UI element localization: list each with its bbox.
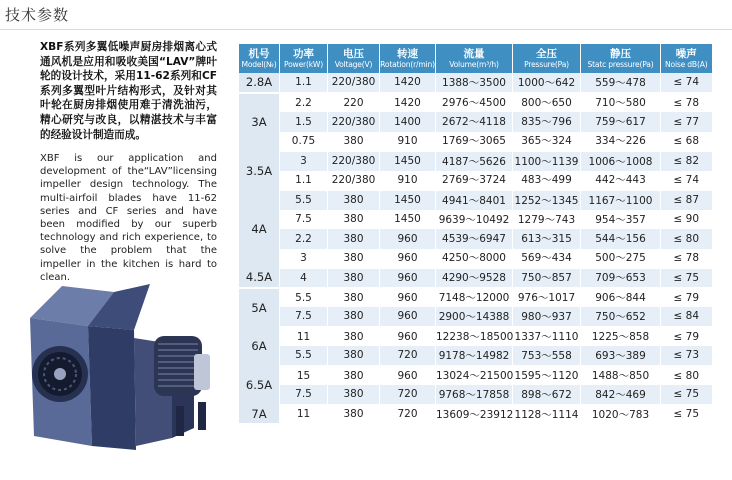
model-cell: 4A xyxy=(239,190,280,268)
power-cell: 2.2 xyxy=(280,93,328,113)
noise-cell: ≤ 78 xyxy=(661,249,712,269)
pressure-cell: 1279～743 xyxy=(513,210,581,230)
power-cell: 5.5 xyxy=(280,190,328,210)
voltage-cell: 380 xyxy=(328,405,380,425)
model-cell: 5A xyxy=(239,288,280,327)
pressure-cell: 365～324 xyxy=(513,132,581,152)
pressure-cell: 1337～1110 xyxy=(513,327,581,347)
rotation-cell: 1400 xyxy=(380,112,436,132)
rotation-cell: 960 xyxy=(380,288,436,308)
static-cell: 842～469 xyxy=(581,385,661,405)
power-cell: 4 xyxy=(280,268,328,288)
power-cell: 3 xyxy=(280,249,328,269)
section-header xyxy=(0,0,732,30)
noise-cell: ≤ 87 xyxy=(661,190,712,210)
static-cell: 1488～850 xyxy=(581,366,661,386)
noise-cell: ≤ 84 xyxy=(661,307,712,327)
volume-cell: 4941～8401 xyxy=(436,190,513,210)
model-cell: 4.5A xyxy=(239,268,280,288)
table-row xyxy=(239,73,712,93)
static-cell: 954～357 xyxy=(581,210,661,230)
rotation-cell: 720 xyxy=(380,385,436,405)
power-cell: 5.5 xyxy=(280,288,328,308)
static-cell: 710～580 xyxy=(581,93,661,113)
static-cell: 334～226 xyxy=(581,132,661,152)
voltage-cell: 380 xyxy=(328,327,380,347)
spec-table-wrapper xyxy=(238,44,711,425)
power-cell: 0.75 xyxy=(280,132,328,152)
static-cell: 544～156 xyxy=(581,229,661,249)
table-row xyxy=(239,346,712,366)
pressure-cell: 800～650 xyxy=(513,93,581,113)
static-cell: 906～844 xyxy=(581,288,661,308)
noise-cell: ≤ 79 xyxy=(661,327,712,347)
pressure-cell: 483～499 xyxy=(513,171,581,191)
table-row xyxy=(239,190,712,210)
section-title: 技术参数 xyxy=(5,6,70,24)
noise-cell: ≤ 80 xyxy=(661,229,712,249)
volume-cell: 4250～8000 xyxy=(436,249,513,269)
header-pressure: 全压 Pressure(Pa) xyxy=(513,44,581,73)
table-row xyxy=(239,210,712,230)
rotation-cell: 1450 xyxy=(380,210,436,230)
noise-cell: ≤ 73 xyxy=(661,346,712,366)
table-row xyxy=(239,385,712,405)
voltage-cell: 380 xyxy=(328,210,380,230)
power-cell: 7.5 xyxy=(280,307,328,327)
rotation-cell: 720 xyxy=(380,405,436,425)
model-cell: 6A xyxy=(239,327,280,366)
model-cell: 6.5A xyxy=(239,366,280,405)
rotation-cell: 960 xyxy=(380,249,436,269)
pressure-cell: 750～857 xyxy=(513,268,581,288)
power-cell: 1.5 xyxy=(280,112,328,132)
voltage-cell: 220 xyxy=(328,93,380,113)
table-row xyxy=(239,249,712,269)
description-english: XBF is our application and development of the“LAV”licensing impeller design technology. The multi-airfoil blades have 11-62 series and CF series and have been modified by our superb technology and rich experience, to solve the problem that the impeller in the kitchen is hard to clean. xyxy=(40,153,217,283)
power-cell: 7.5 xyxy=(280,385,328,405)
table-row xyxy=(239,93,712,113)
volume-cell: 9768～17858 xyxy=(436,385,513,405)
static-cell: 500～275 xyxy=(581,249,661,269)
volume-cell: 1388～3500 xyxy=(436,73,513,93)
volume-cell: 2900～14388 xyxy=(436,307,513,327)
voltage-cell: 380 xyxy=(328,249,380,269)
voltage-cell: 220/380 xyxy=(328,151,380,171)
model-cell: 7A xyxy=(239,405,280,425)
model-cell: 3A xyxy=(239,93,280,152)
rotation-cell: 910 xyxy=(380,171,436,191)
table-row xyxy=(239,327,712,347)
pressure-cell: 569～434 xyxy=(513,249,581,269)
power-cell: 7.5 xyxy=(280,210,328,230)
table-header-row xyxy=(239,44,712,73)
voltage-cell: 220/380 xyxy=(328,171,380,191)
model-cell: 3.5A xyxy=(239,151,280,190)
rotation-cell: 960 xyxy=(380,307,436,327)
noise-cell: ≤ 74 xyxy=(661,73,712,93)
table-row xyxy=(239,112,712,132)
volume-cell: 7148～12000 xyxy=(436,288,513,308)
pressure-cell: 980～937 xyxy=(513,307,581,327)
header-rotation: 转速 Rotation(r/min) xyxy=(380,44,436,73)
power-cell: 3 xyxy=(280,151,328,171)
pressure-cell: 1252～1345 xyxy=(513,190,581,210)
rotation-cell: 960 xyxy=(380,327,436,347)
power-cell: 11 xyxy=(280,327,328,347)
voltage-cell: 380 xyxy=(328,385,380,405)
voltage-cell: 380 xyxy=(328,132,380,152)
header-model: 机号 Model(№) xyxy=(239,44,280,73)
noise-cell: ≤ 68 xyxy=(661,132,712,152)
volume-cell: 2976～4500 xyxy=(436,93,513,113)
pressure-cell: 835～796 xyxy=(513,112,581,132)
noise-cell: ≤ 78 xyxy=(661,93,712,113)
pressure-cell: 898～672 xyxy=(513,385,581,405)
power-cell: 2.2 xyxy=(280,229,328,249)
table-row xyxy=(239,288,712,308)
voltage-cell: 380 xyxy=(328,307,380,327)
voltage-cell: 380 xyxy=(328,346,380,366)
static-cell: 709～653 xyxy=(581,268,661,288)
volume-cell: 4187～5626 xyxy=(436,151,513,171)
noise-cell: ≤ 79 xyxy=(661,288,712,308)
volume-cell: 12238～18500 xyxy=(436,327,513,347)
pressure-cell: 976～1017 xyxy=(513,288,581,308)
pressure-cell: 1595～1120 xyxy=(513,366,581,386)
noise-cell: ≤ 80 xyxy=(661,366,712,386)
rotation-cell: 960 xyxy=(380,229,436,249)
rotation-cell: 1450 xyxy=(380,190,436,210)
noise-cell: ≤ 90 xyxy=(661,210,712,230)
pressure-cell: 1128～1114 xyxy=(513,405,581,425)
voltage-cell: 380 xyxy=(328,268,380,288)
static-cell: 693～389 xyxy=(581,346,661,366)
noise-cell: ≤ 74 xyxy=(661,171,712,191)
volume-cell: 2672～4118 xyxy=(436,112,513,132)
power-cell: 5.5 xyxy=(280,346,328,366)
pressure-cell: 613～315 xyxy=(513,229,581,249)
static-cell: 1006～1008 xyxy=(581,151,661,171)
power-cell: 11 xyxy=(280,405,328,425)
noise-cell: ≤ 75 xyxy=(661,405,712,425)
volume-cell: 4290～9528 xyxy=(436,268,513,288)
power-cell: 1.1 xyxy=(280,171,328,191)
pressure-cell: 1000～642 xyxy=(513,73,581,93)
rotation-cell: 1450 xyxy=(380,151,436,171)
model-cell: 2.8A xyxy=(239,73,280,93)
spec-table-body xyxy=(239,73,712,424)
rotation-cell: 910 xyxy=(380,132,436,152)
table-row xyxy=(239,229,712,249)
static-cell: 759～617 xyxy=(581,112,661,132)
noise-cell: ≤ 77 xyxy=(661,112,712,132)
table-row xyxy=(239,268,712,288)
static-cell: 750～652 xyxy=(581,307,661,327)
description-chinese: XBF系列多翼低噪声厨房排烟离心式通风机是应用和吸收美国“LAV”牌叶轮的设计技术，采用11-62系列和CF系列多翼型叶片结构形式，及针对其叶轮在厨房排烟使用难于清洗油污，精心研究与改良，以精湛技术与丰富的经验设计制造而成。 xyxy=(40,41,217,141)
spec-table xyxy=(238,44,712,425)
voltage-cell: 220/380 xyxy=(328,73,380,93)
header-volume: 流量 Volume(m³/h) xyxy=(436,44,513,73)
noise-cell: ≤ 75 xyxy=(661,385,712,405)
power-cell: 15 xyxy=(280,366,328,386)
table-row xyxy=(239,366,712,386)
header-power: 功率 Power(kW) xyxy=(280,44,328,73)
header-noise: 噪声 Noise dB(A) xyxy=(661,44,712,73)
rotation-cell: 960 xyxy=(380,366,436,386)
voltage-cell: 220/380 xyxy=(328,112,380,132)
volume-cell: 9639～10492 xyxy=(436,210,513,230)
fan-illustration xyxy=(22,278,222,453)
static-cell: 1167～1100 xyxy=(581,190,661,210)
volume-cell: 13609～23912 xyxy=(436,405,513,425)
voltage-cell: 380 xyxy=(328,366,380,386)
volume-cell: 4539～6947 xyxy=(436,229,513,249)
table-row xyxy=(239,132,712,152)
volume-cell: 9178～14982 xyxy=(436,346,513,366)
voltage-cell: 380 xyxy=(328,229,380,249)
pressure-cell: 753～558 xyxy=(513,346,581,366)
header-static-pressure: 静压 Statc pressure(Pa) xyxy=(581,44,661,73)
static-cell: 442～443 xyxy=(581,171,661,191)
table-row xyxy=(239,405,712,425)
noise-cell: ≤ 75 xyxy=(661,268,712,288)
static-cell: 1225～858 xyxy=(581,327,661,347)
table-row xyxy=(239,171,712,191)
noise-cell: ≤ 82 xyxy=(661,151,712,171)
rotation-cell: 1420 xyxy=(380,73,436,93)
voltage-cell: 380 xyxy=(328,190,380,210)
header-voltage: 电压 Voltage(V) xyxy=(328,44,380,73)
static-cell: 1020～783 xyxy=(581,405,661,425)
power-cell: 1.1 xyxy=(280,73,328,93)
rotation-cell: 720 xyxy=(380,346,436,366)
table-row xyxy=(239,151,712,171)
rotation-cell: 960 xyxy=(380,268,436,288)
volume-cell: 13024～21500 xyxy=(436,366,513,386)
volume-cell: 2769～3724 xyxy=(436,171,513,191)
rotation-cell: 1420 xyxy=(380,93,436,113)
table-row xyxy=(239,307,712,327)
static-cell: 559～478 xyxy=(581,73,661,93)
pressure-cell: 1100～1139 xyxy=(513,151,581,171)
volume-cell: 1769～3065 xyxy=(436,132,513,152)
voltage-cell: 380 xyxy=(328,288,380,308)
